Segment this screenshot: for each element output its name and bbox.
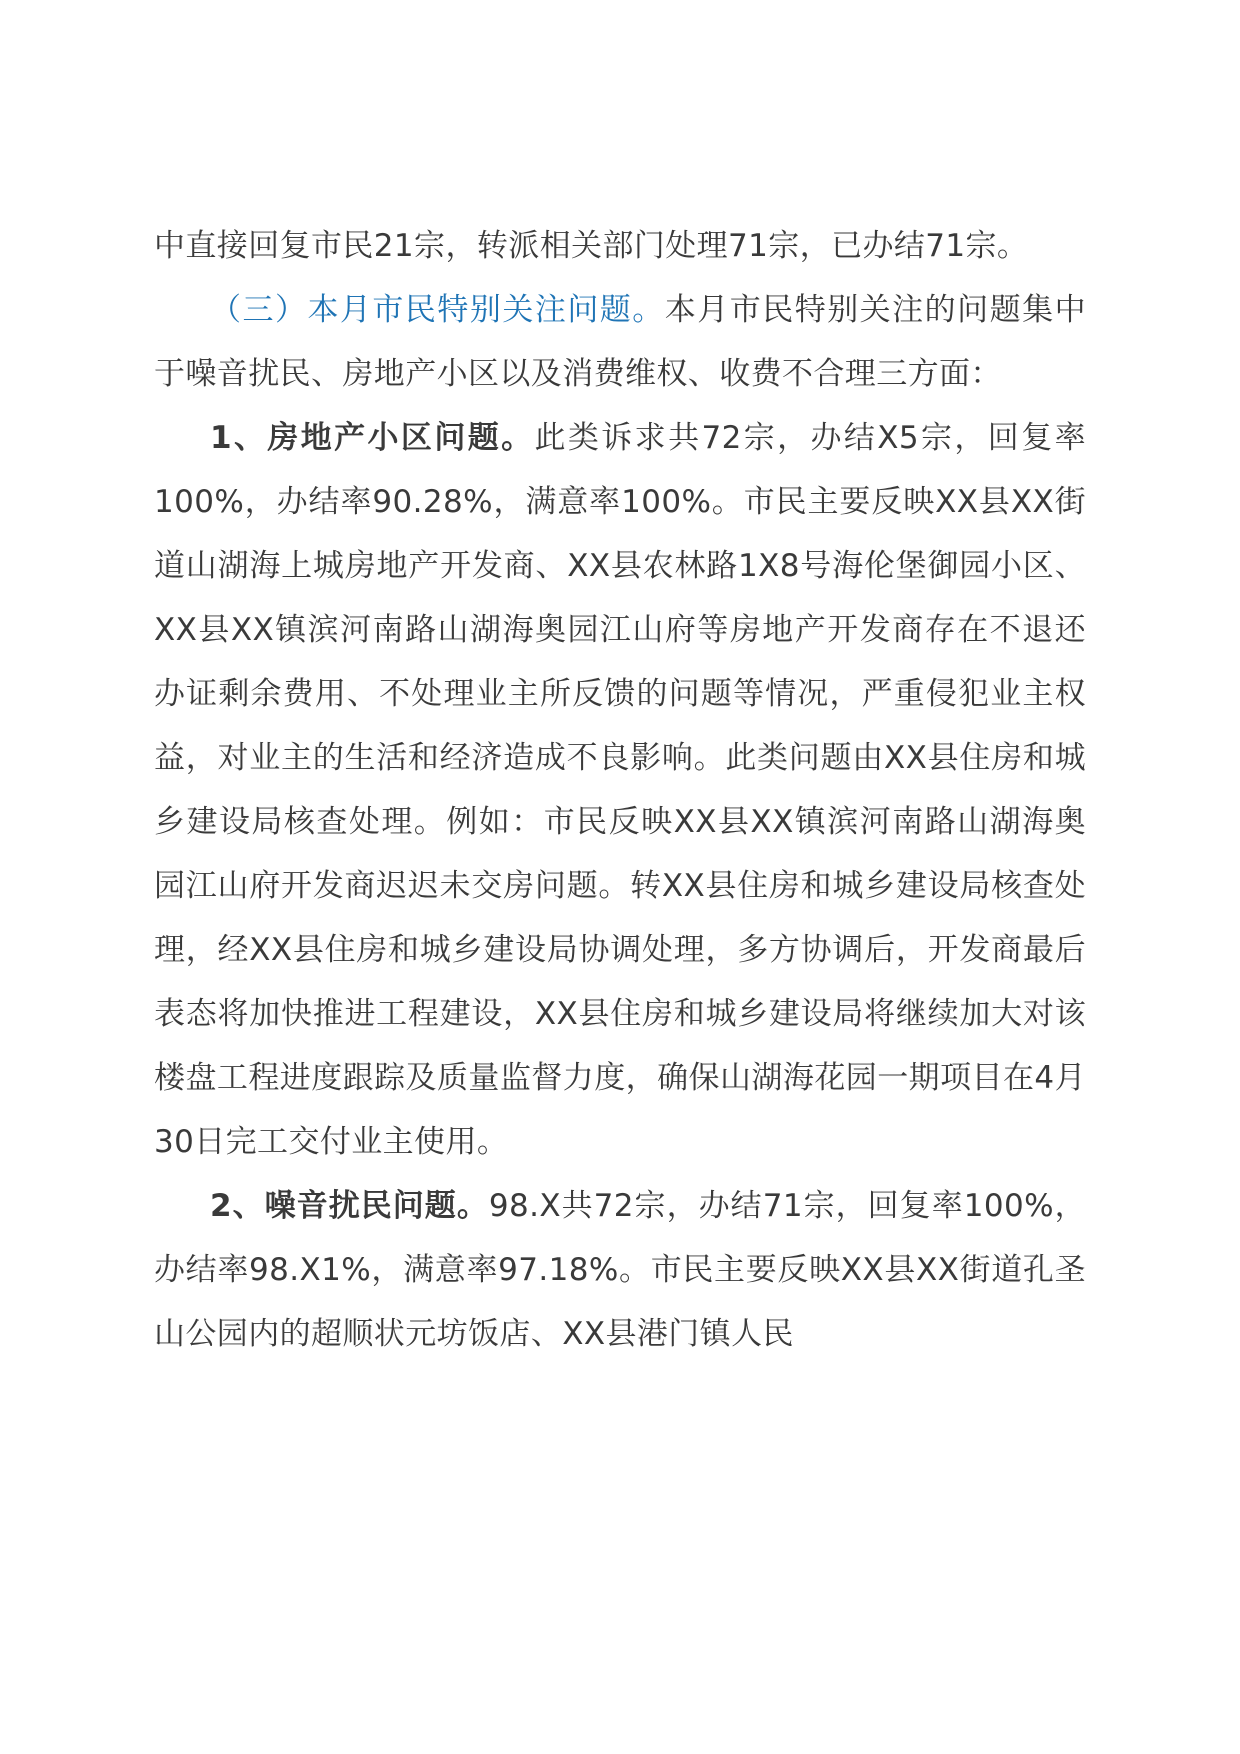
paragraph-real-estate (154, 406, 1086, 1174)
paragraph-text: 98.X共72宗，办结71宗，回复率100%，办结率98.X1%，满意率97.18%。市民主要反映XX县XX街道孔圣山公园内的超顺状元坊饭店、XX县港门镇人民 (154, 1188, 1086, 1352)
section-heading: （三）本月市民特别关注问题。 (210, 292, 665, 328)
paragraph-special-concerns (154, 278, 1086, 406)
paragraph-text: 本月市民特别关注的问题集中于噪音扰民、房地产小区以及消费维权、收费不合理三方面： (154, 292, 1086, 392)
subsection-heading: 1、房地产小区问题。 (210, 420, 535, 456)
paragraph-noise (154, 1174, 1086, 1366)
subsection-heading: 2、噪音扰民问题。 (210, 1188, 489, 1224)
paragraph-text: 此类诉求共72宗，办结X5宗，回复率100%，办结率90.28%，满意率100%。市民主要反映XX县XX街道山湖海上城房地产开发商、XX县农林路1X8号海伦堡御园小区、XX县XX镇滨河南路山湖海奥园江山府等房地产开发商存在不退还办证剩余费用、不处理业主所反馈的问题等情况，严重侵犯业主权益，对业主的生活和经济造成不良影响。此类问题由XX县住房和城乡建设局核查处理。例如：市民反映XX县XX镇滨河南路山湖海奥园江山府开发商迟迟未交房问题。转XX县住房和城乡建设局核查处理，经XX县住房和城乡建设局协调处理，多方协调后，开发商最后表态将加快推进工程建设，XX县住房和城乡建设局将继续加大对该楼盘工程进度跟踪及质量监督力度，确保山湖海花园一期项目在4月30日完工交付业主使用。 (154, 420, 1086, 1160)
paragraph-continuation (154, 214, 1086, 278)
document-body (154, 214, 1086, 1366)
paragraph-text: 中直接回复市民21宗，转派相关部门处理71宗，已办结71宗。 (154, 228, 1029, 264)
